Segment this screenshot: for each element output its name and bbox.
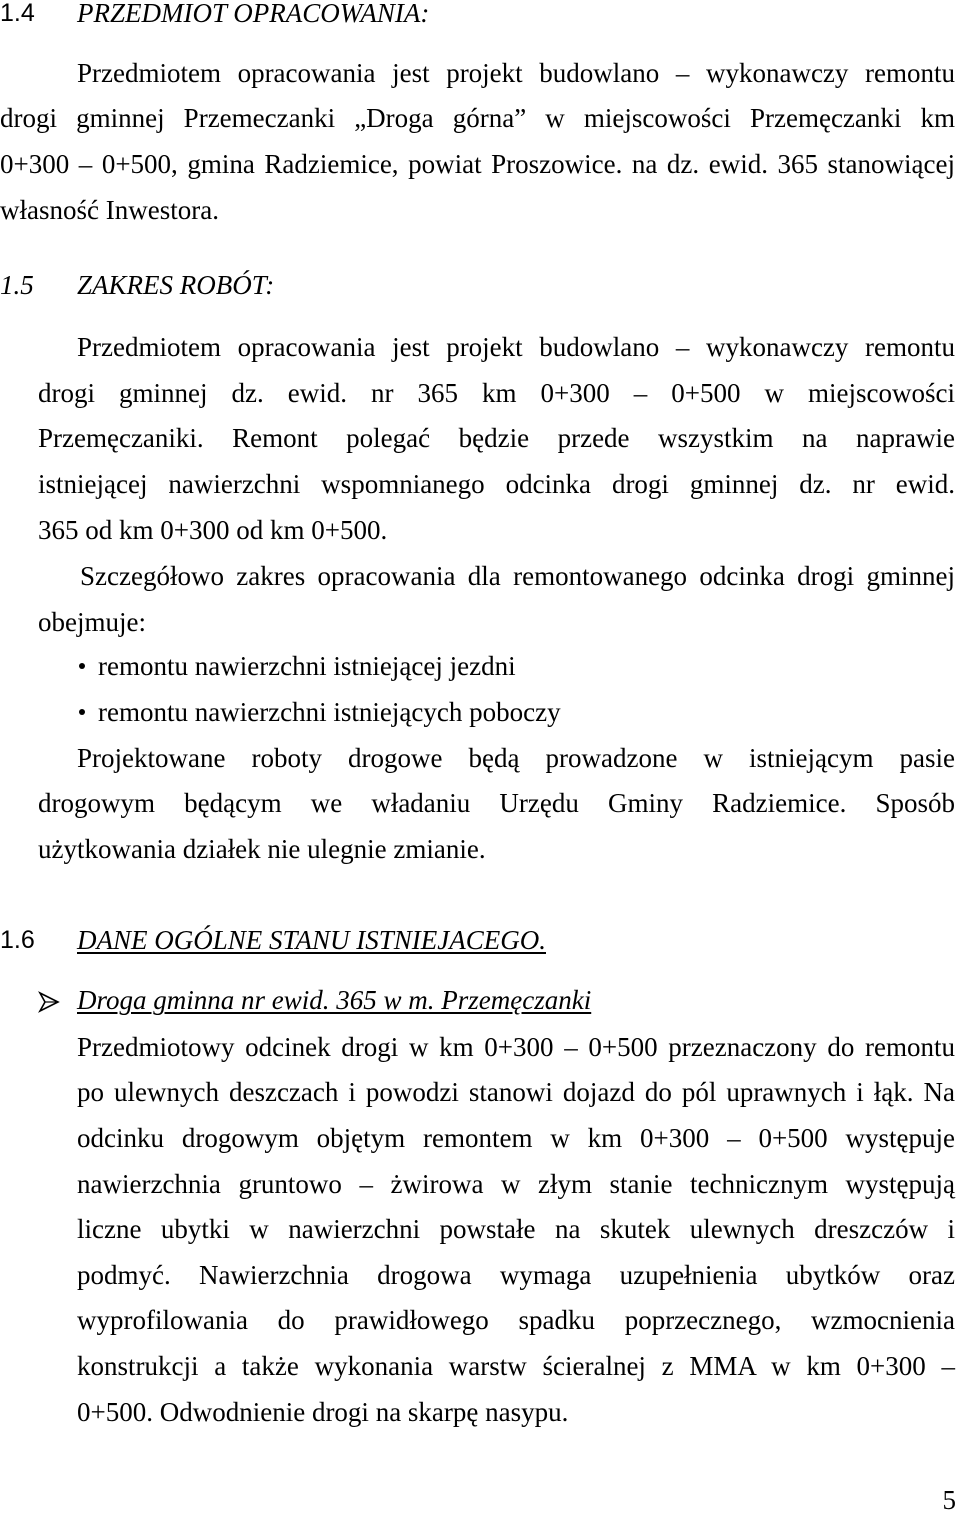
paragraph-line: Przedmiotem opracowania jest projekt budowlano – wykonawczy remontu — [77, 332, 955, 362]
paragraph-line: użytkowania działek nie ulegnie zmianie. — [38, 834, 486, 864]
bullet-text: remontu nawierzchni istniejących poboczy — [98, 697, 561, 727]
subheading: Droga gminna nr ewid. 365 w m. Przemęczanki — [77, 985, 592, 1015]
paragraph-line: Projektowane roboty drogowe będą prowadzone w istniejącym pasie — [77, 743, 955, 773]
paragraph-line: konstrukcji a także wykonania warstw ścieralnej z MMA w km 0+300 – — [77, 1351, 955, 1381]
paragraph-line: Przedmiotowy odcinek drogi w km 0+300 – 0+500 przeznaczony do remontu — [77, 1032, 955, 1062]
paragraph-line: 0+300 – 0+500, gmina Radziemice, powiat Proszowice. na dz. ewid. 365 stanowiącej — [0, 149, 955, 179]
bullet-icon — [79, 709, 85, 715]
paragraph-line: odcinku drogowym objętym remontem w km 0+300 – 0+500 występuje — [77, 1123, 955, 1153]
arrow-bullet-icon — [38, 989, 60, 1011]
bullet-text: remontu nawierzchni istniejącej jezdni — [98, 651, 516, 681]
paragraph-line: własność Inwestora. — [0, 195, 219, 225]
section-number: 1.4 — [0, 0, 35, 27]
section-title: DANE OGÓLNE STANU ISTNIEJACEGO. — [77, 925, 546, 955]
paragraph-line: Przemęczaniki. Remont polegać będzie przede wszystkim na naprawie — [38, 423, 955, 453]
section-title: PRZEDMIOT OPRACOWANIA: — [77, 0, 430, 28]
section-number: 1.5 — [0, 270, 34, 300]
paragraph-line: 365 od km 0+300 od km 0+500. — [38, 515, 388, 545]
section-number: 1.6 — [0, 926, 35, 954]
paragraph-line: wyprofilowania do prawidłowego spadku poprzecznego, wzmocnienia — [77, 1305, 955, 1335]
page-number: 5 — [942, 1485, 956, 1515]
bullet-icon — [79, 663, 85, 669]
paragraph-line: 0+500. Odwodnienie drogi na skarpę nasypu. — [77, 1397, 569, 1427]
paragraph-line: liczne ubytki w nawierzchni powstałe na skutek ulewnych dreszczów i — [77, 1214, 955, 1244]
paragraph-line: drogowym będącym we władaniu Urzędu Gminy Radziemice. Sposób — [38, 788, 955, 818]
paragraph-line: nawierzchnia gruntowo – żwirowa w złym stanie technicznym występują — [77, 1169, 955, 1199]
paragraph-line: drogi gminnej dz. ewid. nr 365 km 0+300 – 0+500 w miejscowości — [38, 378, 955, 408]
paragraph-line: Szczegółowo zakres opracowania dla remontowanego odcinka drogi gminnej — [80, 561, 955, 591]
paragraph-line: obejmuje: — [38, 607, 146, 637]
section-title: ZAKRES ROBÓT: — [77, 270, 275, 300]
paragraph-line: po ulewnych deszczach i powodzi stanowi dojazd do pól uprawnych i łąk. Na — [77, 1077, 955, 1107]
paragraph-line: Przedmiotem opracowania jest projekt budowlano – wykonawczy remontu — [77, 58, 955, 88]
paragraph-line: istniejącej nawierzchni wspomnianego odcinka drogi gminnej dz. nr ewid. — [38, 469, 955, 499]
paragraph-line: podmyć. Nawierzchnia drogowa wymaga uzupełnienia ubytków oraz — [77, 1260, 955, 1290]
paragraph-line: drogi gminnej Przemeczanki „Droga górna” w miejscowości Przemęczanki km — [0, 103, 955, 133]
